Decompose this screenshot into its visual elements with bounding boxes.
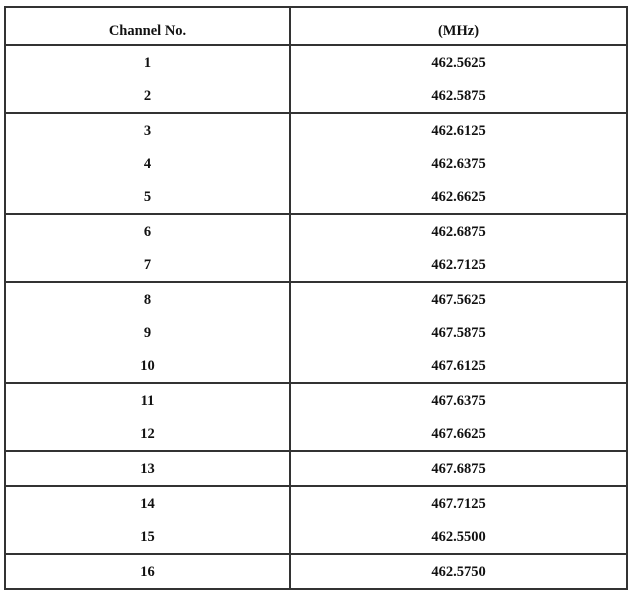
row-group <box>6 215 626 283</box>
channel-number-cell: 10 <box>6 349 291 382</box>
table-row <box>6 384 626 417</box>
frequency-cell: 462.6875 <box>431 224 486 240</box>
table-row <box>6 417 626 450</box>
table-row <box>6 316 626 349</box>
frequency-cell: 467.5625 <box>431 292 486 308</box>
table-row <box>6 46 626 79</box>
table-row <box>6 487 626 520</box>
table-row <box>6 79 626 112</box>
table-body <box>6 46 626 588</box>
table-row <box>6 555 626 588</box>
channel-number-cell: 11 <box>6 384 291 417</box>
channel-number-cell: 15 <box>6 520 291 553</box>
frequency-cell: 467.7125 <box>431 496 486 512</box>
frequency-cell: 462.5500 <box>431 529 486 545</box>
frequency-cell: 462.5875 <box>431 88 486 104</box>
table-row <box>6 147 626 180</box>
channel-number-cell: 8 <box>6 283 291 316</box>
frequency-cell: 467.6125 <box>431 358 486 374</box>
table-header-row <box>6 8 626 46</box>
row-group <box>6 283 626 384</box>
table-row <box>6 248 626 281</box>
frequency-cell: 462.7125 <box>431 257 486 273</box>
channel-number-cell: 5 <box>6 180 291 213</box>
table-row <box>6 349 626 382</box>
row-group <box>6 487 626 555</box>
row-group <box>6 384 626 452</box>
frequency-cell: 467.6875 <box>431 461 486 477</box>
row-group <box>6 452 626 487</box>
channel-number-cell: 9 <box>6 316 291 349</box>
table-row <box>6 215 626 248</box>
table-row <box>6 452 626 485</box>
row-group <box>6 46 626 114</box>
frequency-cell: 462.6125 <box>431 123 486 139</box>
row-group <box>6 555 626 588</box>
table-row <box>6 283 626 316</box>
header-channel-no: Channel No. <box>6 8 291 44</box>
channel-number-cell: 12 <box>6 417 291 450</box>
frequency-cell: 462.5625 <box>431 55 486 71</box>
table-row <box>6 114 626 147</box>
frequency-cell: 467.6375 <box>431 393 486 409</box>
frequency-cell: 462.5750 <box>431 564 486 580</box>
table-row <box>6 180 626 213</box>
header-frequency-mhz: (MHz) <box>437 22 480 39</box>
channel-number-cell: 1 <box>6 46 291 79</box>
channel-number-cell: 16 <box>6 555 291 588</box>
channel-number-cell: 3 <box>6 114 291 147</box>
channel-number-cell: 13 <box>6 452 291 485</box>
table-row <box>6 520 626 553</box>
channel-number-cell: 14 <box>6 487 291 520</box>
channel-number-cell: 7 <box>6 248 291 281</box>
frequency-cell: 467.5875 <box>431 325 486 341</box>
frequency-cell: 462.6375 <box>431 156 486 172</box>
channel-frequency-table <box>4 6 628 590</box>
channel-number-cell: 2 <box>6 79 291 112</box>
frequency-cell: 467.6625 <box>431 426 486 442</box>
channel-number-cell: 4 <box>6 147 291 180</box>
row-group <box>6 114 626 215</box>
channel-number-cell: 6 <box>6 215 291 248</box>
frequency-cell: 462.6625 <box>431 189 486 205</box>
